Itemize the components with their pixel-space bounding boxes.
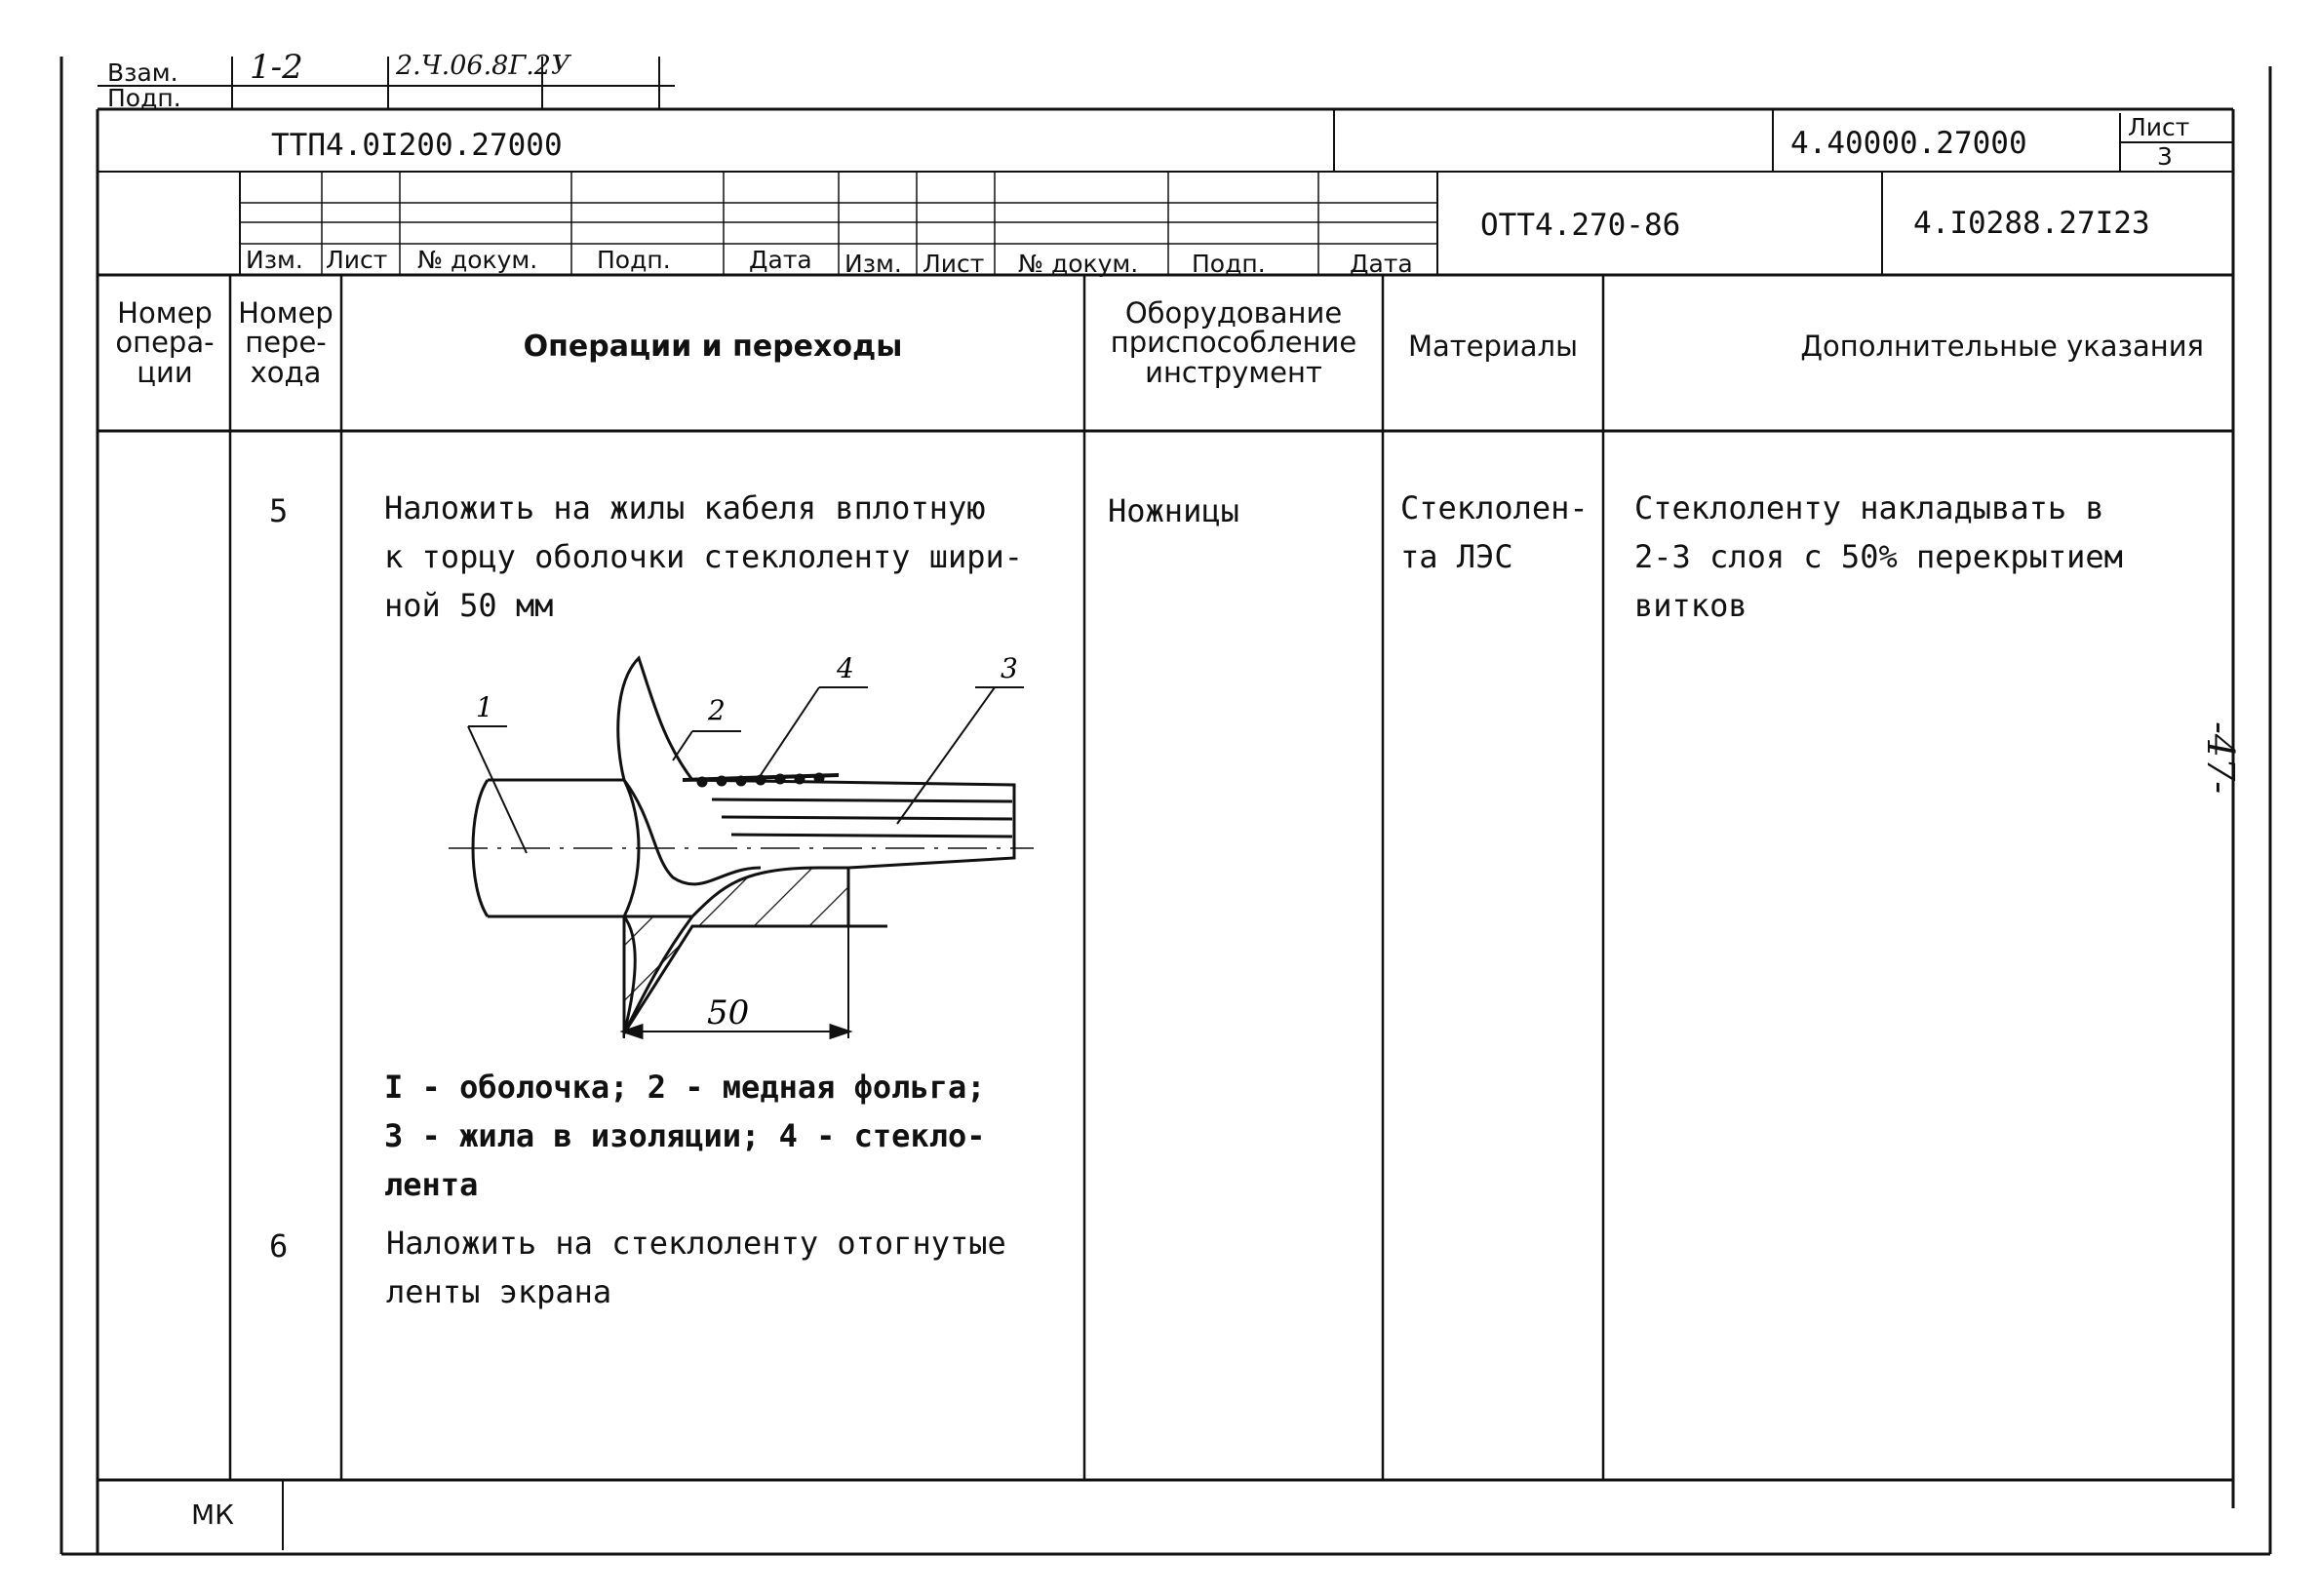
figure-label-1: 1	[476, 691, 493, 723]
doc-code: 4.I0288.27I23	[1913, 206, 2150, 241]
stamp-replace-value: 1-2	[250, 48, 303, 87]
rev-label: Изм.	[246, 246, 303, 274]
rev-label: Подп.	[1192, 250, 1266, 278]
rev-label: № докум.	[417, 246, 538, 274]
header-notes: Дополнительные указания	[1800, 330, 2204, 363]
figure-label-3: 3	[1001, 652, 1018, 684]
operation-text-6: Наложить на стеклоленту отогнутые ленты экрана	[386, 1225, 1006, 1310]
figure-label-2: 2	[708, 694, 726, 726]
sheet-number: 3	[2157, 142, 2173, 171]
materials-text-5: Стеклолен- та ЛЭС	[1400, 489, 1589, 575]
rev-label: Дата	[749, 246, 812, 274]
stamp-sign-label: Подп.	[107, 84, 181, 112]
equipment-text-5: Ножницы	[1108, 492, 1239, 529]
notes-text-5: Стеклоленту накладывать в 2-3 слоя с 50% перекрытием витков	[1634, 489, 2123, 624]
cable-figure	[429, 643, 1053, 1053]
doc-number-right: 4.40000.27000	[1790, 126, 2027, 161]
doc-number-left: ТТП4.0I200.27000	[271, 128, 563, 163]
header-op-number: Номер опера- ции	[115, 296, 215, 389]
standard-number: ОТТ4.270-86	[1480, 208, 1681, 243]
figure-dimension: 50	[707, 993, 750, 1032]
rev-label: Дата	[1350, 250, 1413, 278]
form-code: МК	[191, 1499, 235, 1531]
rev-label: № докум.	[1018, 250, 1139, 278]
sheet-label: Лист	[2128, 113, 2190, 141]
stamp-signature: 2.Ч.06.8Г.2У	[396, 51, 570, 81]
margin-page-number: -47-	[2199, 721, 2242, 795]
header-materials: Материалы	[1408, 330, 1578, 363]
operation-text-5: Наложить на жилы кабеля вплотную к торцу оболочки стеклоленту шири- ной 50 мм	[384, 489, 1024, 624]
rev-label: Подп.	[597, 246, 671, 274]
header-equipment: Оборудование приспособление инструмент	[1110, 296, 1357, 389]
figure-legend: I - оболочка; 2 - медная фольга; 3 - жила в изоляции; 4 - стекло- лента	[384, 1069, 986, 1203]
header-operations: Операции и переходы	[523, 330, 903, 364]
stamp-replace-label: Взам.	[107, 58, 178, 87]
step-number-5: 5	[269, 492, 289, 529]
rev-label: Лист	[923, 250, 985, 278]
rev-label: Лист	[326, 246, 388, 274]
header-step-number: Номер пере- хода	[238, 296, 334, 389]
step-number-6: 6	[269, 1227, 289, 1265]
rev-label: Изм.	[844, 250, 902, 278]
figure-label-4: 4	[837, 652, 854, 684]
